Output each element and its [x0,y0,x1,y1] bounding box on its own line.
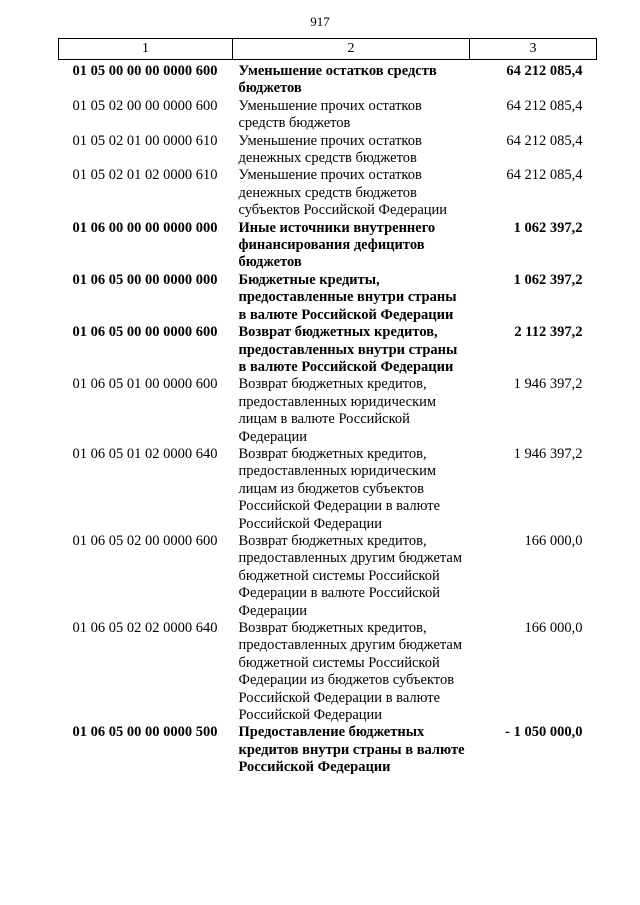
row-code: 01 05 02 01 00 0000 610 [72,132,218,149]
row-name: Возврат бюджетных кредитов, предоставленных другим бюджетам бюджетной системы Российской Федерации из бюджетов субъектов Российской Федерации в валюте Российской Федерации [238,620,463,724]
budget-sources-table [58,38,597,777]
row-code: 01 05 02 01 02 0000 610 [72,167,218,184]
row-amount: 64 212 085,4 [506,97,583,114]
row-name: Бюджетные кредиты, предоставленные внутри страны в валюте Российской Федерации [238,271,457,323]
table-body [59,60,597,777]
row-code: 01 06 05 02 02 0000 640 [72,620,218,636]
row-code: 01 06 05 02 00 0000 600 [72,532,218,549]
table-row [59,376,597,446]
table-row [59,533,597,620]
row-code: 01 06 05 00 00 0000 000 [72,271,218,288]
table-row [59,220,597,272]
table-row [59,272,597,324]
table-row [59,446,597,533]
table-row [59,133,597,168]
table-row [59,98,597,133]
row-amount: 1 062 397,2 [513,271,583,288]
row-amount: 64 212 085,4 [506,63,583,79]
row-amount: 166 000,0 [524,620,583,636]
table-header-row [59,39,597,60]
row-code: 01 06 05 00 00 0000 500 [72,724,218,741]
row-name: Предоставление бюджетных кредитов внутри страны в валюте Российской Федерации [238,724,465,776]
row-amount: 1 946 397,2 [513,376,583,393]
row-amount: 64 212 085,4 [506,167,583,184]
row-name: Уменьшение прочих остатков денежных средств бюджетов субъектов Российской Федерации [238,167,448,219]
column-header-code: 1 [59,39,233,60]
row-name: Уменьшение прочих остатков средств бюджетов [238,97,422,132]
page-number: 917 [310,14,330,29]
row-amount: 2 112 397,2 [514,324,583,341]
row-code: 01 05 02 00 00 0000 600 [72,97,218,114]
row-name: Возврат бюджетных кредитов, предоставленных юридическим лицам из бюджетов субъектов Российской Федерации в валюте Российской Федерации [238,445,441,532]
row-amount: - 1 050 000,0 [505,724,583,741]
row-name: Уменьшение прочих остатков денежных средств бюджетов [238,132,422,167]
row-code: 01 06 05 01 02 0000 640 [72,445,218,462]
column-header-amount: 3 [470,39,597,60]
row-code: 01 06 05 01 00 0000 600 [72,376,218,393]
row-code: 01 06 05 00 00 0000 600 [72,324,218,341]
row-amount: 1 946 397,2 [513,445,583,462]
row-name: Возврат бюджетных кредитов, предоставленных другим бюджетам бюджетной системы Российской Федерации в валюте Российской Федерации [238,532,463,619]
table-row [59,60,597,98]
table-row [59,724,597,776]
table-row [59,167,597,219]
row-name: Возврат бюджетных кредитов, предоставленных юридическим лицам в валюте Российской Федерации [238,376,437,445]
column-header-name: 2 [233,39,470,60]
table-row [59,620,597,724]
row-name: Иные источники внутреннего финансирования дефицитов бюджетов [238,219,436,271]
row-name: Уменьшение остатков средств бюджетов [238,63,437,97]
row-code: 01 06 00 00 00 0000 000 [72,219,218,236]
table-row [59,324,597,376]
row-amount: 64 212 085,4 [506,132,583,149]
row-amount: 1 062 397,2 [513,219,583,236]
row-code: 01 05 00 00 00 0000 600 [72,63,218,79]
row-amount: 166 000,0 [524,532,583,549]
row-name: Возврат бюджетных кредитов, предоставленных внутри страны в валюте Российской Федерации [238,324,458,375]
